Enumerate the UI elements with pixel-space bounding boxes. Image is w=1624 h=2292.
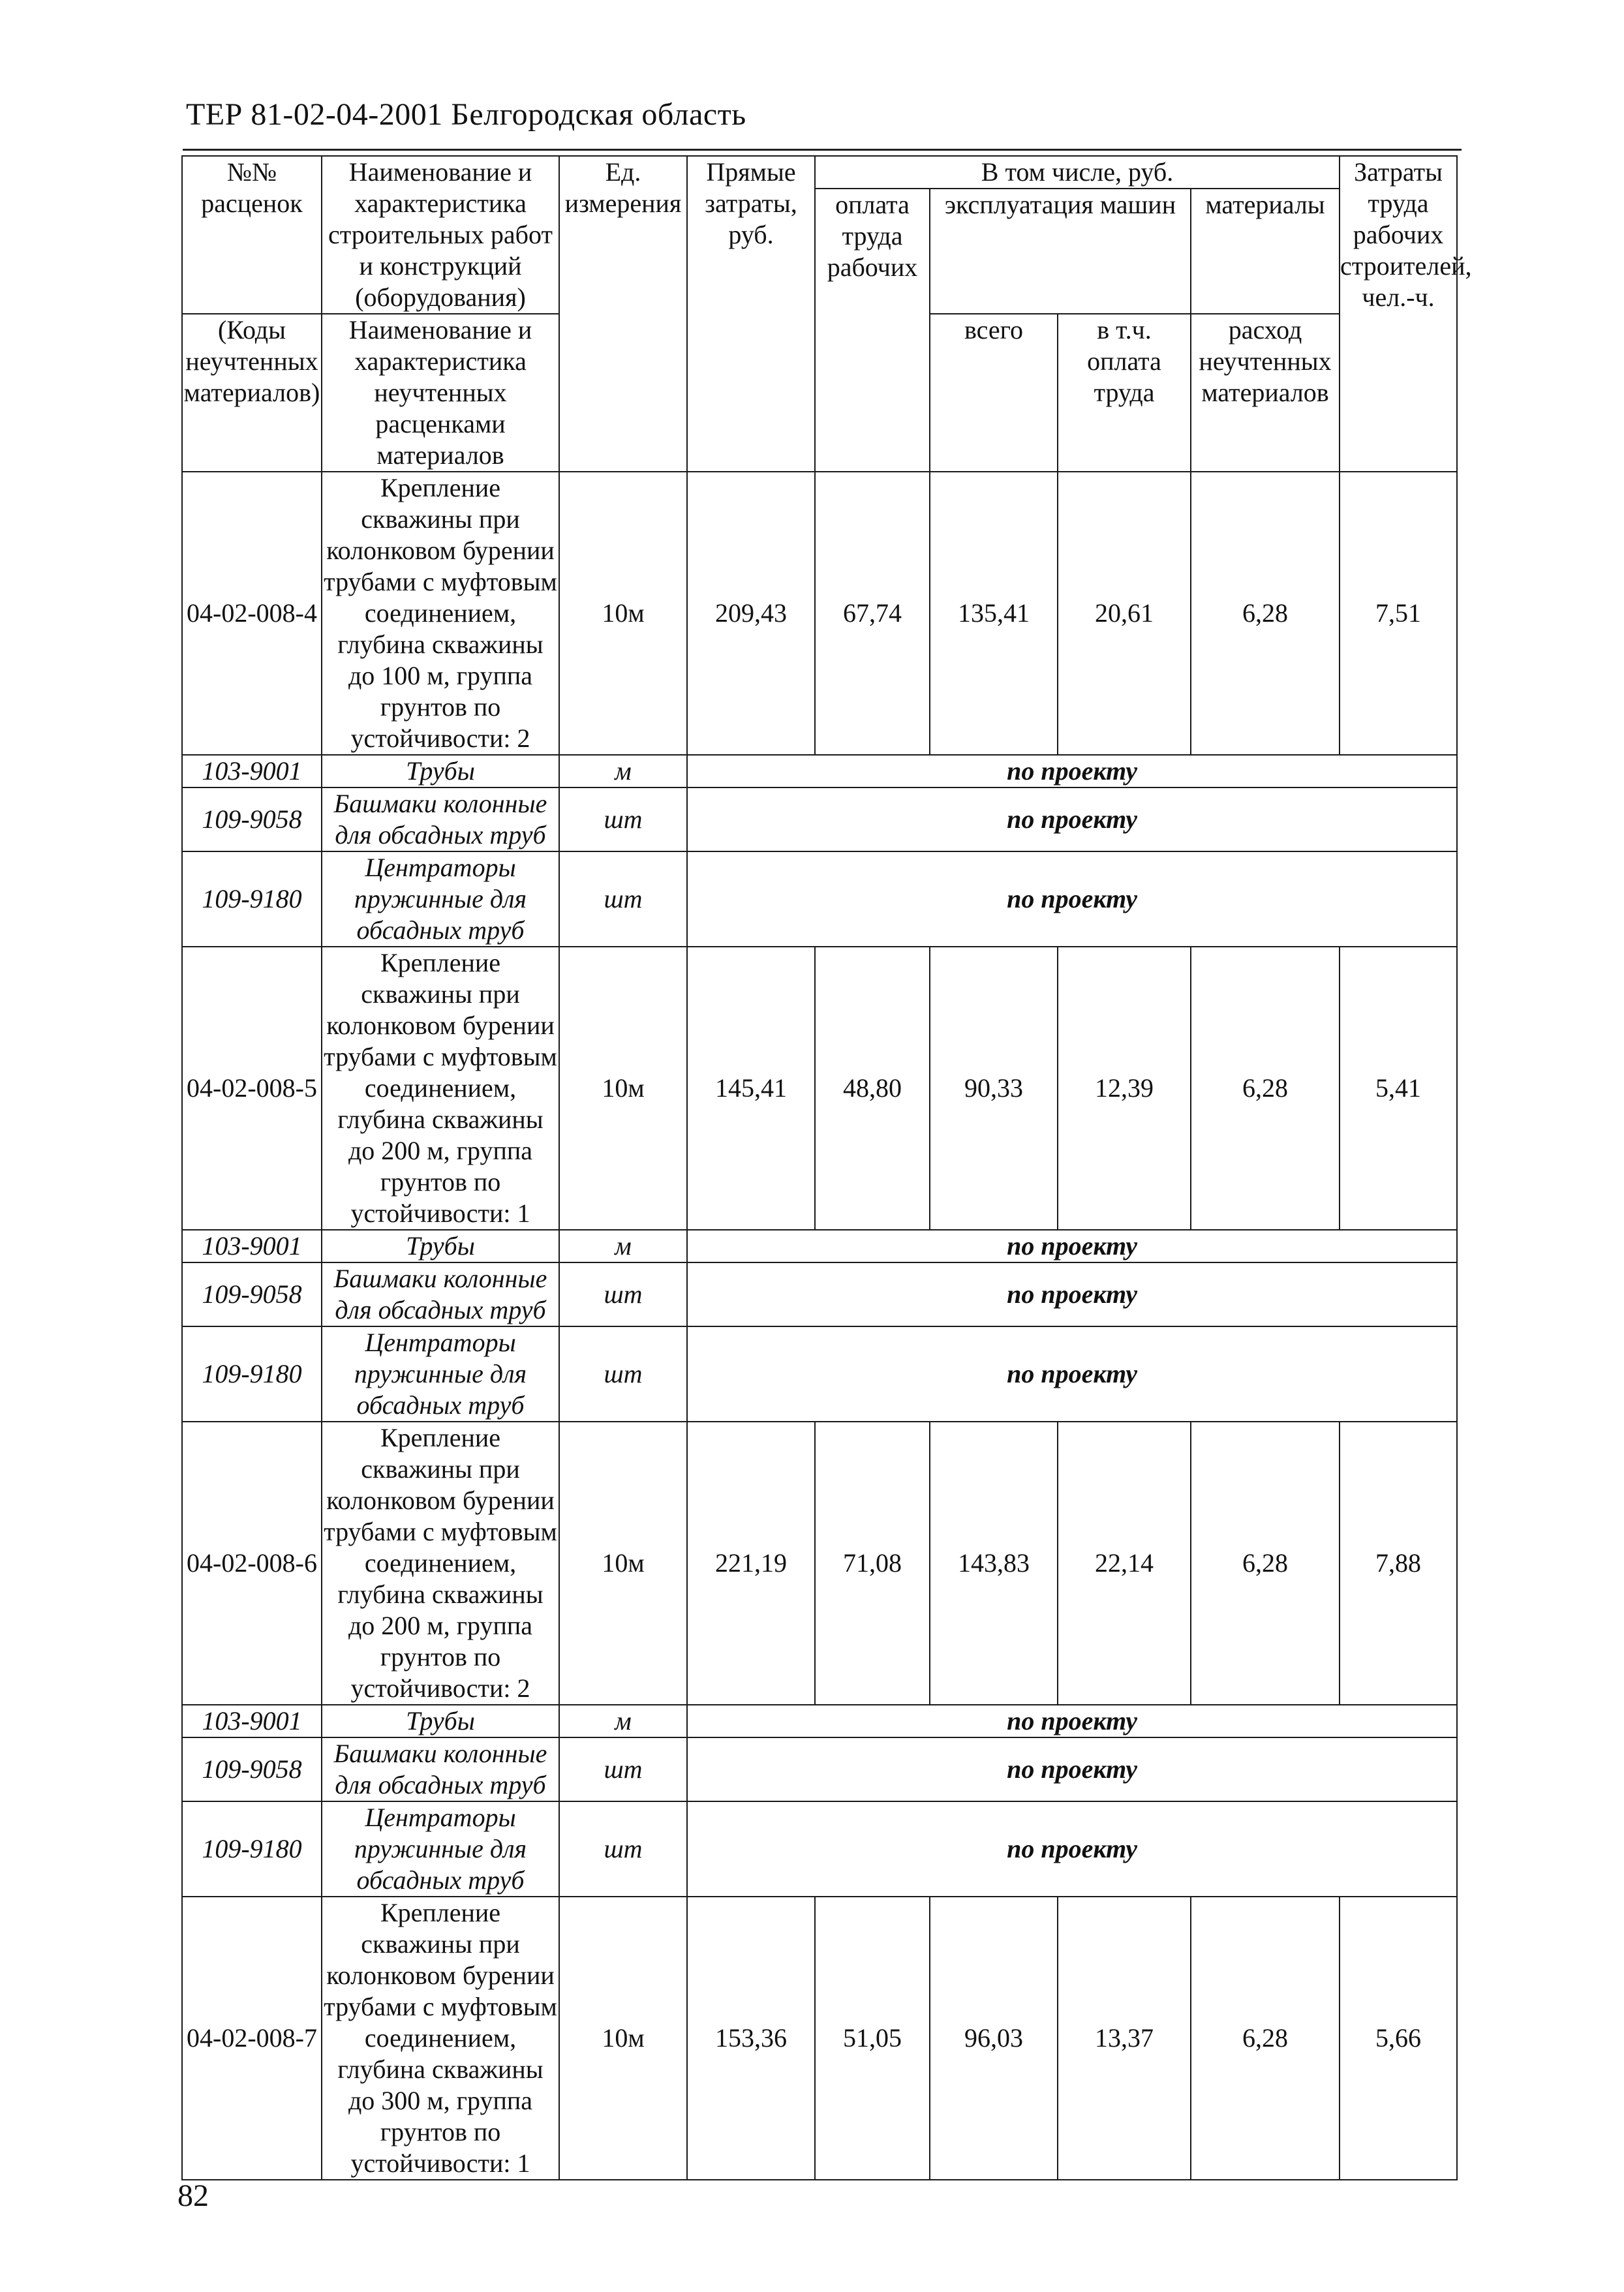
rate-code: 04-02-008-7	[182, 1897, 322, 2180]
labor-cost: 5,41	[1340, 947, 1457, 1230]
page-header-title: ТЕР 81-02-04-2001 Белгородская область	[186, 97, 746, 132]
rate-code: 04-02-008-4	[182, 472, 322, 755]
labor-pay: 71,08	[815, 1422, 930, 1705]
materials-cost: 6,28	[1191, 1422, 1340, 1705]
col-header-code: №№ расценок	[182, 156, 322, 314]
machines-total: 90,33	[930, 947, 1058, 1230]
col-header-labor-pay: оплата труда рабочих	[815, 189, 930, 472]
direct-costs: 145,41	[687, 947, 815, 1230]
header-rule	[183, 149, 1462, 151]
material-value: по проекту	[687, 755, 1457, 787]
table-row	[182, 947, 1457, 1230]
material-value: по проекту	[687, 1737, 1457, 1801]
col-header-labor-cost: Затраты труда рабочих строителей, чел.-ч.	[1340, 156, 1457, 472]
material-value: по проекту	[687, 1326, 1457, 1422]
material-unit: шт	[559, 1326, 687, 1422]
materials-cost: 6,28	[1191, 947, 1340, 1230]
page-number: 82	[177, 2178, 209, 2213]
material-unit: шт	[559, 851, 687, 947]
material-name: Центраторы пружинные для обсадных труб	[322, 851, 559, 947]
material-row	[182, 851, 1457, 947]
material-code: 109-9180	[182, 1326, 322, 1422]
col-header-machines-total: всего	[930, 314, 1058, 472]
material-unit: м	[559, 1705, 687, 1737]
material-unit: м	[559, 755, 687, 787]
material-unit: шт	[559, 787, 687, 851]
machines-labor-pay: 22,14	[1058, 1422, 1191, 1705]
machines-total: 135,41	[930, 472, 1058, 755]
material-row	[182, 1705, 1457, 1737]
direct-costs: 209,43	[687, 472, 815, 755]
material-name: Башмаки колонные для обсадных труб	[322, 787, 559, 851]
rate-name: Крепление скважины при колонковом бурении трубами с муфтовым соединением, глубина скважины до 200 м, группа грунтов по устойчивости: 1	[322, 947, 559, 1230]
labor-cost: 7,51	[1340, 472, 1457, 755]
material-value: по проекту	[687, 1801, 1457, 1897]
labor-cost: 7,88	[1340, 1422, 1457, 1705]
col-header-name: Наименование и характеристика строительных работ и конструкций (оборудования)	[322, 156, 559, 314]
material-unit: шт	[559, 1262, 687, 1326]
rate-unit: 10м	[559, 1422, 687, 1705]
rate-code: 04-02-008-6	[182, 1422, 322, 1705]
rates-table	[181, 155, 1472, 2180]
machines-labor-pay: 12,39	[1058, 947, 1191, 1230]
labor-cost: 5,66	[1340, 1897, 1457, 2180]
rate-code: 04-02-008-5	[182, 947, 322, 1230]
material-row	[182, 1230, 1457, 1262]
material-code: 109-9180	[182, 1801, 322, 1897]
machines-total: 143,83	[930, 1422, 1058, 1705]
table-row	[182, 1897, 1457, 2180]
material-code: 109-9058	[182, 1737, 322, 1801]
material-unit: шт	[559, 1801, 687, 1897]
material-row	[182, 1262, 1457, 1326]
rate-unit: 10м	[559, 1897, 687, 2180]
material-unit: шт	[559, 1737, 687, 1801]
machines-labor-pay: 13,37	[1058, 1897, 1191, 2180]
material-name: Трубы	[322, 755, 559, 787]
col-header-mat-names: Наименование и характеристика неучтенных расценками материалов	[322, 314, 559, 472]
col-header-mat-codes: (Коды неучтенных материалов)	[182, 314, 322, 472]
labor-pay: 48,80	[815, 947, 930, 1230]
col-header-machines-pay: в т.ч. оплата труда	[1058, 314, 1191, 472]
material-row	[182, 787, 1457, 851]
material-code: 109-9058	[182, 787, 322, 851]
material-value: по проекту	[687, 787, 1457, 851]
machines-total: 96,03	[930, 1897, 1058, 2180]
labor-pay: 51,05	[815, 1897, 930, 2180]
material-code: 103-9001	[182, 1705, 322, 1737]
direct-costs: 153,36	[687, 1897, 815, 2180]
material-name: Центраторы пружинные для обсадных труб	[322, 1326, 559, 1422]
table-row	[182, 1422, 1457, 1705]
table-row	[182, 472, 1457, 755]
material-row	[182, 1737, 1457, 1801]
material-row	[182, 1326, 1457, 1422]
materials-cost: 6,28	[1191, 1897, 1340, 2180]
material-name: Башмаки колонные для обсадных труб	[322, 1262, 559, 1326]
material-unit: м	[559, 1230, 687, 1262]
material-value: по проекту	[687, 851, 1457, 947]
material-code: 103-9001	[182, 1230, 322, 1262]
material-value: по проекту	[687, 1262, 1457, 1326]
rate-name: Крепление скважины при колонковом бурении трубами с муфтовым соединением, глубина скважины до 300 м, группа грунтов по устойчивости: 1	[322, 1897, 559, 2180]
material-row	[182, 1801, 1457, 1897]
rate-unit: 10м	[559, 947, 687, 1230]
material-code: 109-9180	[182, 851, 322, 947]
direct-costs: 221,19	[687, 1422, 815, 1705]
rate-name: Крепление скважины при колонковом бурении трубами с муфтовым соединением, глубина скважины до 200 м, группа грунтов по устойчивости: 2	[322, 1422, 559, 1705]
col-header-unit: Ед. измерения	[559, 156, 687, 472]
material-code: 103-9001	[182, 755, 322, 787]
col-header-mat-usage: расход неучтенных материалов	[1191, 314, 1340, 472]
col-header-machines: эксплуатация машин	[930, 189, 1191, 314]
materials-cost: 6,28	[1191, 472, 1340, 755]
labor-pay: 67,74	[815, 472, 930, 755]
col-header-materials: материалы	[1191, 189, 1340, 314]
rate-name: Крепление скважины при колонковом бурении трубами с муфтовым соединением, глубина скважины до 100 м, группа грунтов по устойчивости: 2	[322, 472, 559, 755]
machines-labor-pay: 20,61	[1058, 472, 1191, 755]
rate-unit: 10м	[559, 472, 687, 755]
material-value: по проекту	[687, 1230, 1457, 1262]
material-value: по проекту	[687, 1705, 1457, 1737]
col-header-including: В том числе, руб.	[815, 156, 1340, 189]
material-name: Центраторы пружинные для обсадных труб	[322, 1801, 559, 1897]
material-name: Трубы	[322, 1705, 559, 1737]
material-code: 109-9058	[182, 1262, 322, 1326]
col-header-direct: Прямые затраты, руб.	[687, 156, 815, 472]
material-name: Трубы	[322, 1230, 559, 1262]
material-row	[182, 755, 1457, 787]
material-name: Башмаки колонные для обсадных труб	[322, 1737, 559, 1801]
